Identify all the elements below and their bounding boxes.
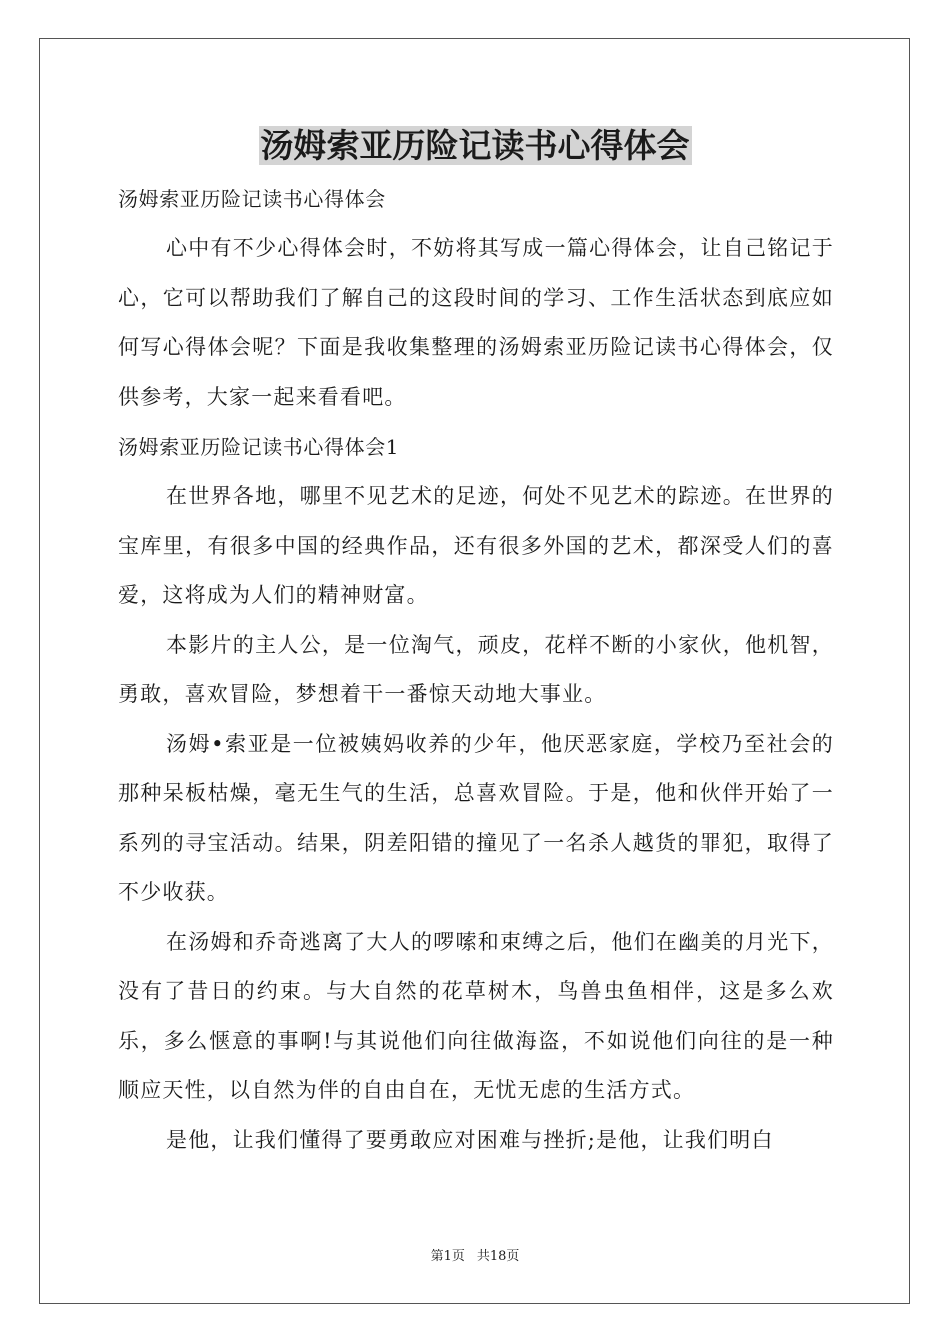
intro-paragraph: 心中有不少心得体会时，不妨将其写成一篇心得体会，让自己铭记于心，它可以帮助我们了解自己的这段时间的学习、工作生活状态到底应如何写心得体会呢？下面是我收集整理的汤姆索亚历险记读书心得体会，仅供参考，大家一起来看看吧。 xyxy=(118,236,834,409)
body-paragraph: 在汤姆和乔奇逃离了大人的啰嗦和束缚之后，他们在幽美的月光下，没有了昔日的约束。与大自然的花草树木，鸟兽虫鱼相伴，这是多么欢乐，多么惬意的事啊!与其说他们向往做海盗，不如说他们向往的是一种顺应天性，以自然为伴的自由自在，无忧无虑的生活方式。 xyxy=(118,929,834,1102)
section-heading: 汤姆索亚历险记读书心得体会1 xyxy=(118,435,400,459)
document-body xyxy=(118,174,834,1165)
document-title xyxy=(0,122,950,170)
body-paragraph: 本影片的主人公，是一位淘气，顽皮，花样不断的小家伙，他机智，勇敢，喜欢冒险，梦想着干一番惊天动地大事业。 xyxy=(118,632,834,706)
page-footer xyxy=(0,1248,950,1266)
body-paragraph: 是他，让我们懂得了要勇敢应对困难与挫折;是他，让我们明白 xyxy=(166,1127,774,1152)
body-paragraph: 在世界各地，哪里不见艺术的足迹，何处不见艺术的踪迹。在世界的宝库里，有很多中国的经典作品，还有很多外国的艺术，都深受人们的喜爱，这将成为人们的精神财富。 xyxy=(118,484,834,607)
page-number: 第1页 xyxy=(430,1249,465,1264)
body-paragraph: 汤姆•索亚是一位被姨妈收养的少年，他厌恶家庭，学校乃至社会的那种呆板枯燥，毫无生气的生活，总喜欢冒险。于是，他和伙伴开始了一系列的寻宝活动。结果，阴差阳错的撞见了一名杀人越货的罪犯，取得了不少收获。 xyxy=(118,731,834,904)
document-subtitle: 汤姆索亚历险记读书心得体会 xyxy=(118,187,386,211)
document-title-text: 汤姆索亚历险记读书心得体会 xyxy=(260,126,690,165)
page-total: 共18页 xyxy=(476,1249,520,1264)
